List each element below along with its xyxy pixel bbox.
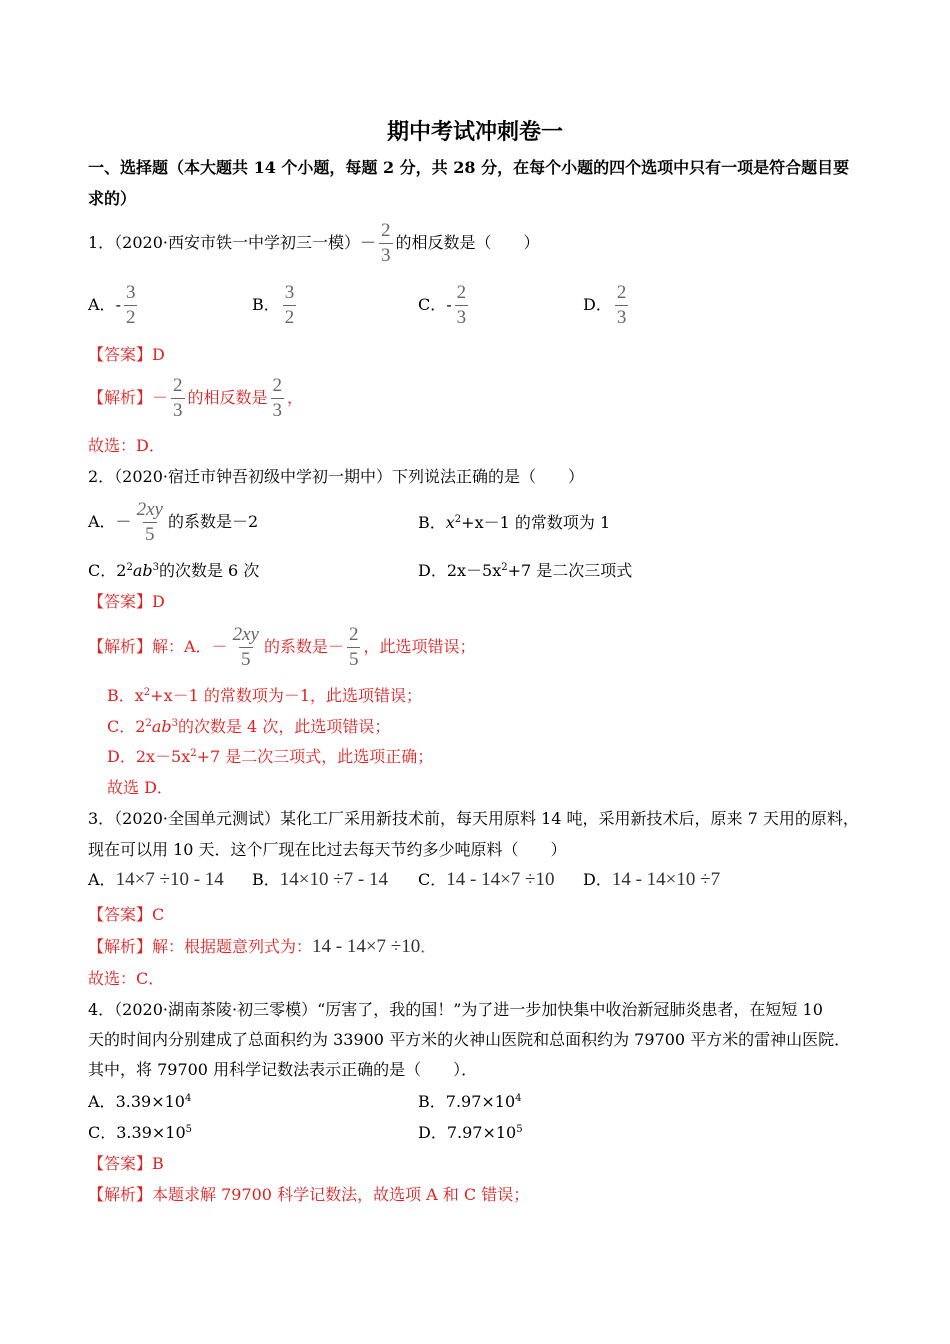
- q3-stem: 3．（2020·全国单元测试）某化工厂采用新技术前，每天用原料 14 吨，采用新技术后，原来 7 天用的原料，: [88, 809, 859, 828]
- section-heading-cont: 求的）: [88, 189, 137, 208]
- q2-answer: 【答案】D: [88, 592, 165, 611]
- q4-option-c[interactable]: C．$3.39\times 10^5$: [88, 1123, 193, 1142]
- q1-option-d[interactable]: D． $\frac{2}{3}$: [583, 282, 627, 328]
- q2-stem: 2．（2020·宿迁市钟吾初级中学初一期中）下列说法正确的是（ ）: [88, 467, 584, 486]
- q2-option-c[interactable]: C．$2^2ab^3$的次数是 6 次: [88, 561, 260, 580]
- q4-analysis: 【解析】本题求解 79700 科学记数法，故选项 A 和 C 错误；: [88, 1185, 530, 1204]
- q1-option-c[interactable]: C．- $\frac{2}{3}$: [418, 282, 467, 328]
- q2-analysis: 【解析】解：A．－ $\frac{2xy}{5}$ 的系数是－ $\frac{2}{5}$ ，此选项错误；: [88, 624, 476, 670]
- q3-option-d[interactable]: D．14 - 14×10 ÷7: [583, 869, 721, 890]
- q4-stem-cont2: 其中，将 79700 用科学记数法表示正确的是（ ）．: [88, 1060, 478, 1079]
- q1-stem: 1．（2020·西安市铁一中学初三一模）－ $\frac{2}{3}$ 的相反数是（ ）: [88, 220, 540, 266]
- q1-option-a[interactable]: A．- $\frac{3}{2}$: [88, 282, 136, 328]
- q2-analysis-b: B．$x^2+x-1$ 的常数项为－1，此选项错误；: [107, 686, 423, 705]
- q1-answer: 【答案】D: [88, 345, 165, 364]
- q4-answer: 【答案】B: [88, 1154, 164, 1173]
- q4-option-d[interactable]: D．$7.97\times 10^5$: [418, 1123, 523, 1142]
- q3-analysis: 【解析】解：根据题意列式为：14 - 14×7 ÷10．: [88, 936, 437, 957]
- q3-stem-cont: 现在可以用 10 天．这个厂现在比过去每天节约多少吨原料（ ）: [88, 840, 567, 859]
- q2-option-d[interactable]: D．$2x-5x^2+7$ 是二次三项式: [418, 561, 633, 580]
- q2-choose: 故选 D．: [107, 778, 173, 797]
- q2-option-b[interactable]: B．$x^2+x-1$ 的常数项为 1: [418, 513, 611, 532]
- page-title: 期中考试冲刺卷一: [386, 119, 563, 145]
- q2-option-a[interactable]: A．－ $\frac{2xy}{5}$ 的系数是－2: [88, 499, 259, 545]
- q1-option-b[interactable]: B． $\frac{3}{2}$: [252, 282, 295, 328]
- q3-answer: 【答案】C: [88, 905, 165, 924]
- q4-stem-cont: 天的时间内分别建成了总面积约为 33900 平方米的火神山医院和总面积约为 79700 平方米的雷神山医院．: [88, 1030, 851, 1049]
- q2-analysis-d: D．$2x-5x^2+7$ 是二次三项式，此选项正确；: [107, 747, 434, 766]
- section-heading: 一、选择题（本大题共 14 个小题，每题 2 分，共 28 分，在每个小题的四个选项中只有一项是符合题目要: [88, 158, 850, 177]
- q4-stem: 4．（2020·湖南茶陵·初三零模）“厉害了，我的国！”为了进一步加快集中收治新冠肺炎患者，在短短 10: [88, 1000, 823, 1019]
- q1-choose: 故选：D．: [88, 436, 165, 455]
- q1-analysis: 【解析】－ $\frac{2}{3}$ 的相反数是 $\frac{2}{3}$ ，: [88, 375, 304, 421]
- q3-option-b[interactable]: B．14×10 ÷7 - 14: [252, 869, 388, 890]
- q3-option-a[interactable]: A．14×7 ÷10 - 14: [88, 869, 224, 890]
- q1-fraction: $\frac{2}{3}$: [381, 220, 391, 266]
- q4-option-a[interactable]: A．$3.39\times 10^4$: [88, 1092, 192, 1111]
- q2-analysis-c: C．$2^2ab^3$的次数是 4 次，此选项错误；: [107, 717, 391, 736]
- q4-option-b[interactable]: B．$7.97\times 10^4$: [418, 1092, 522, 1111]
- q3-choose: 故选：C．: [88, 969, 165, 988]
- q3-option-c[interactable]: C．14 - 14×7 ÷10: [418, 869, 555, 890]
